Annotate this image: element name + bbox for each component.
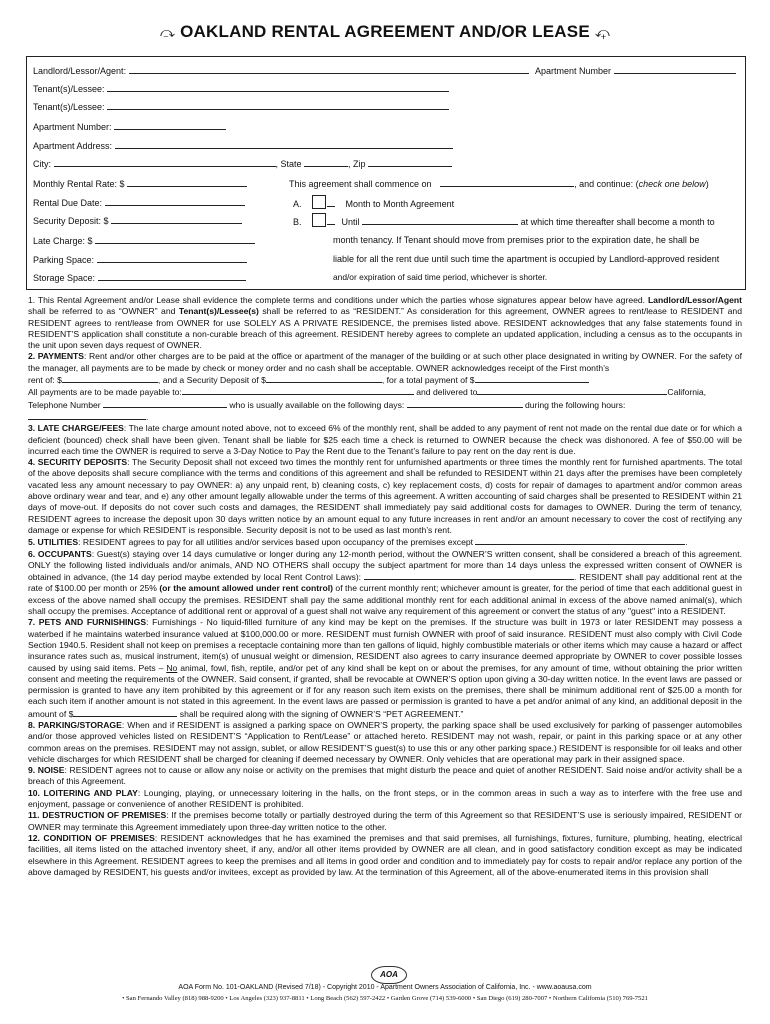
clause-6-text-c: of the current monthly rent; whichever amount is greater, for the period of time that each additional guest in excess of the above named shall occupy the premises. RESIDENT shall pay the same additional monthly rent for each additional animal in excess of the above named animal(s), which shall occupy the premises. Acceptance of additional rent or approval of a guest shall not waive any requirement of this agreement or convert the status of any "guest" into a RESIDENT. xyxy=(28,583,743,617)
clause-7-text-c: shall be required along with the signing of OWNER’S “PET AGREEMENT.” xyxy=(177,708,464,719)
continue-end: ) xyxy=(705,179,709,189)
clause-6-text-b: pay additional rent at the rate of $100.00 per month or 25% xyxy=(28,572,742,594)
tenant1-label: Tenant(s)/Lessee: xyxy=(33,84,105,94)
clause-5-text: : RESIDENT agrees to pay for all utilities and/or services based upon occupancy of the premises except xyxy=(78,537,474,548)
option-b-line xyxy=(327,216,335,225)
clause-3 xyxy=(28,423,742,457)
landlord-field[interactable] xyxy=(129,65,529,74)
option-b-checkbox[interactable] xyxy=(312,213,326,227)
apartment-number-right-field[interactable] xyxy=(614,65,736,74)
clause-1-bold: Landlord/Lessor/Agent xyxy=(647,295,742,305)
clause-10 xyxy=(28,788,742,811)
payable-field[interactable] xyxy=(182,386,414,395)
footer-line-2: • San Fernando Valley (818) 988-9200 • Los Angeles (323) 937-8811 • Long Beach (562) 597-2422 • Garden Grove (714) 539-6000 • San Diego (619) 280-7007 • Northern California (510) 769-7521 xyxy=(122,995,648,1002)
tenant1-field[interactable] xyxy=(107,83,449,92)
option-b-letter: B. xyxy=(293,217,302,227)
commence-row xyxy=(289,178,709,190)
tenant2-row xyxy=(33,101,449,113)
option-b-until: Until xyxy=(341,217,360,227)
clause-8 xyxy=(28,720,742,765)
right-ornament-icon: ⤽ xyxy=(594,24,610,40)
month-tenancy-text: month tenancy. If Tenant should move from premises prior to the expiration date, he shall be xyxy=(333,235,700,245)
clause-11-heading: 11. DESTRUCTION OF PREMISES xyxy=(28,810,167,821)
option-a-checkbox[interactable] xyxy=(312,195,326,209)
clause-12-heading: 12. CONDITION OF PREMISES xyxy=(28,832,155,843)
clause-1-text: 1. This Rental Agreement and/or Lease shall evidence the complete terms and conditions under which the parties whose signatures appear below have agreed. xyxy=(28,295,646,305)
check-one-label: check one below xyxy=(638,179,706,189)
landlord-row xyxy=(33,65,529,77)
state-field[interactable] xyxy=(304,158,348,167)
due-date-field[interactable] xyxy=(105,197,245,206)
clause-7-no: No xyxy=(166,662,178,673)
tenant2-label: Tenant(s)/Lessee: xyxy=(33,102,105,112)
total-field[interactable] xyxy=(475,374,589,383)
left-ornament-icon: ⤼ xyxy=(160,24,176,40)
clause-3-text: : The late charge amount noted above, not to exceed 6% of the monthly rent, shall be added to any payment of rent not made on the rental due date or for which a deficient (bounced) check shall have been given. Tenant shall be liable for $25 each time a check is returned to OWNER because the check was dishonored. A fee of $50.00 will be incurred each time the OWNER is required to serve a 3-Day Notice to Pay the Rent due to the Tenant’s failure to pay rent on the day rent is due. xyxy=(28,423,742,456)
parking-space-field[interactable] xyxy=(97,254,247,263)
due-date-label: Rental Due Date: xyxy=(33,198,103,208)
apartment-address-label: Apartment Address: xyxy=(33,141,113,151)
late-charge-row xyxy=(33,235,255,247)
clause-4-text: : The Security Deposit shall not exceed two times the monthly rent for unfurnished apartments or three times the monthly rent for furnished apartments. The total of the above deposits shall secure compliance with the terms and conditions of this agreement and shall be refunded to RESIDENT within 21 days after the premises have been completely vacated less any amount necessary to pay OWNER: a) any unpaid rent, b) cleaning costs, c) key replacement costs, d) costs for repair of damages to apartment and/or common areas above ordinary wear and tear, and e) any other amount legally allowable under the terms of this agreement. A written accounting of said charges shall be presented to RESIDENT within 21 days of move-out. If deposits do not cover such costs and damages, the RESIDENT shall immediately pay said additional costs for damages to OWNER. During the term of tenancy, RESIDENT agrees to increase the deposit upon 30 days written notice by an amount equal to any future increases in rent and/or an amount necessary to cover the cost of rectifying any damage or expense for which RESIDENT is responsible. Security deposit is not to be used as last month’s rent. xyxy=(28,457,742,535)
clause-2-phone-line: Telephone Number who is usually available on the following days: during the following hours: . xyxy=(28,399,626,422)
clause-11-text: : If the premises become totally or partially destroyed during the term of this Agreement so that RESIDENT’S use is seriously impaired, RESIDENT or OWNER may terminate this Agreement immediately upon three-day written notice to the other. xyxy=(28,810,742,832)
clause-2-payable-line xyxy=(28,386,742,398)
delivered-field[interactable] xyxy=(477,386,667,395)
available-label: who is usually available on the following days: xyxy=(229,399,405,410)
security-deposit-label: Security Deposit: $ xyxy=(33,216,109,226)
clause-7 xyxy=(28,617,742,720)
clause-8-text: : When and if RESIDENT is assigned a parking space on OWNER’S property, the parking space shall be used exclusively for parking of passenger automobiles and/or those approved vehicles listed on RESIDENT’S “Application to Rent/Lease” or attached hereto. RESIDENT may not wash, repair, or paint in this parking space or at any other common areas on the premises. RESIDENT may not assign, sublet, or allow RESIDENT’S guest(s) to use this or any other parking space.) RESIDENT is responsible for oil leaks and other vehicle discharges for which RESIDENT shall be charged for cleaning if deemed necessary by OWNER. Only vehicles that are operational may park in their assigned space. xyxy=(28,719,742,764)
clause-2 xyxy=(28,351,742,374)
title-text: OAKLAND RENTAL AGREEMENT AND/OR LEASE xyxy=(180,22,590,41)
option-a-line xyxy=(327,198,335,207)
hours-field[interactable] xyxy=(28,411,146,420)
apartment-number-label: Apartment Number: xyxy=(33,122,112,132)
option-a-row xyxy=(293,195,454,210)
phone-label: Telephone Number xyxy=(28,399,101,410)
zip-label: , Zip xyxy=(348,159,366,169)
storage-space-row xyxy=(33,272,246,284)
security-deposit-row xyxy=(33,215,242,227)
tenant2-field[interactable] xyxy=(107,101,449,110)
clause-9 xyxy=(28,765,742,788)
clause-5-heading: 5. UTILITIES xyxy=(28,537,79,548)
clause-5: 5. UTILITIES: RESIDENT agrees to pay for all utilities and/or services based upon occupancy of the premises except . xyxy=(28,537,688,548)
clause-2-heading: 2. PAYMENTS xyxy=(28,351,85,362)
clause-6-heading: 6. OCCUPANTS xyxy=(28,548,92,559)
state-label: , State xyxy=(275,159,302,169)
clause-11 xyxy=(28,810,742,833)
header-form-box xyxy=(26,56,746,290)
clause-4 xyxy=(28,457,742,536)
apartment-number-right-label: Apartment Number xyxy=(535,66,612,76)
clause-10-heading: 10. LOITERING AND PLAY xyxy=(28,787,138,798)
clause-12-text: : RESIDENT acknowledges that he has examined the premises and that said premises, all furnishings, fixtures, furniture, plumbing, heating, electrical facilities, all items listed on the attached inventory sheet, if any, and/or all other items provided by OWNER are all clean, and in good satisfactory condition except as may be indicated elsewhere in this Agreement. RESIDENT agrees to keep the premises and all items in good order and condition and to immediately pay for costs to repair and/or replace any portion of the above damaged by RESIDENT, his guests and/or invitees, except as provided by law. At the termination of this Agreement, all of the above-enumerated items in this provision shall xyxy=(28,832,742,877)
agreement-body xyxy=(28,295,742,878)
clause-2-payment-line xyxy=(28,374,742,386)
clause-1-bold2: Tenant(s)/Lessee(s) xyxy=(178,306,259,317)
city-row xyxy=(33,158,452,170)
pet-deposit-field[interactable] xyxy=(73,708,177,717)
late-charge-label: Late Charge: $ xyxy=(33,236,93,246)
clause-7-heading: 7. PETS AND FURNISHINGS xyxy=(28,617,147,628)
occupants-field[interactable] xyxy=(364,571,574,580)
storage-space-field[interactable] xyxy=(98,272,246,281)
apartment-number-row xyxy=(33,121,226,133)
rent-of-label: rent of: $ xyxy=(28,375,62,386)
clause-1-text-b: shall be referred to as “OWNER” and xyxy=(28,306,179,317)
commence-field[interactable] xyxy=(440,178,574,187)
liable-text: liable for all the rent due until such time the apartment is occupied by Landlord-approved resident xyxy=(333,254,720,264)
document-title xyxy=(0,22,770,42)
deposit-field[interactable] xyxy=(266,374,382,383)
total-label: , for a total payment of $ xyxy=(381,375,475,386)
option-b-rest: at which time thereafter shall become a month to xyxy=(520,217,715,227)
clause-3-heading: 3. LATE CHARGE/FEES xyxy=(28,423,124,434)
clause-4-heading: 4. SECURITY DEPOSITS xyxy=(28,457,128,468)
delivered-label: and delivered to xyxy=(416,387,478,398)
utilities-except-field[interactable] xyxy=(475,536,685,545)
parking-space-label: Parking Space: xyxy=(33,255,95,265)
hours-label: during the following hours: xyxy=(525,399,626,410)
clause-6-resident: . RESIDENT shall xyxy=(573,572,644,583)
clause-1 xyxy=(28,295,742,351)
storage-space-label: Storage Space: xyxy=(33,273,96,283)
commence-label: This agreement shall commence on xyxy=(289,179,432,189)
footer-line-1: AOA Form No. 101-OAKLAND (Revised 7/18) - Copyright 2010 - Apartment Owners Association of California, Inc. - www.aoausa.com xyxy=(178,984,592,991)
apartment-address-field[interactable] xyxy=(115,140,453,149)
clause-6-bold: (or the amount allowed under rent control) xyxy=(159,583,333,594)
monthly-rent-field[interactable] xyxy=(127,178,247,187)
continue-label: , and continue: ( xyxy=(574,179,639,189)
california-label: California, xyxy=(667,387,707,398)
option-b-row xyxy=(293,213,715,228)
clause-9-text: : RESIDENT agrees not to cause or allow any noise or activity on the premises that might disturb the peace and quiet of another RESIDENT. Said noise and/or activity shall be a breach of this Agreement. xyxy=(28,765,743,787)
clause-6-text: : Guest(s) staying over 14 days cumulative or longer during any 12-month period, without the OWNER’S written consent, shall be considered a breach of this agreement. ONLY the following listed individuals and/or animals, AND NO OTHERS shall occupy the subject apartment for more than 14 days unless the expressed written consent of OWNER is obtained in advance, (the 14 day period maybe extended by local Rent Control Laws): xyxy=(28,548,742,583)
deposit-label: , and a Security Deposit of $ xyxy=(157,375,266,386)
clause-8-heading: 8. PARKING/STORAGE xyxy=(28,719,122,730)
option-a-text: Month to Month Agreement xyxy=(345,199,455,209)
monthly-rent-row xyxy=(33,178,247,190)
clause-6 xyxy=(28,549,742,618)
option-a-letter: A. xyxy=(293,199,302,209)
aoa-logo: AOA xyxy=(371,966,407,984)
payable-label: All payments are to be made payable to: xyxy=(28,387,182,398)
security-deposit-field[interactable] xyxy=(111,215,242,224)
clause-7-text-b: animal, fowl, fish, reptile, and/or pet of any kind shall be kept on or about the premises, for any amount of time, without obtaining the prior written consent and meeting the requirements of the OWNER. Said consent, if granted, shall be revocable at OWNER’S option upon giving a 30-day written notice. In the event laws are passed or permission is granted to have any item prohibited by this agreement or if for any reason such item exists on the premises, there shall be minimum additional rent of $25.00 a month for each such item if another amount is not stated in this agreement. In the event laws are passed or permission is granted to have a pet and/or animal of any kind, an additional deposit in the amount of $ xyxy=(28,662,742,719)
apartment-number-right-row xyxy=(535,65,736,77)
phone-field[interactable] xyxy=(103,399,227,408)
option-b-date-field[interactable] xyxy=(362,216,518,225)
monthly-rent-label: Monthly Rental Rate: $ xyxy=(33,179,125,189)
tenant1-row xyxy=(33,83,449,95)
late-charge-field[interactable] xyxy=(95,235,255,244)
parking-space-row xyxy=(33,254,247,266)
city-label: City: xyxy=(33,159,51,169)
available-days-field[interactable] xyxy=(407,399,523,408)
clause-12 xyxy=(28,833,742,878)
apartment-number-field[interactable] xyxy=(114,121,226,130)
rent-of-field[interactable] xyxy=(62,374,158,383)
clause-10-text: : Lounging, playing, or unnecessary loitering in the halls, on the front steps, or in the common areas in such a way as to interfere with the free use and enjoyment, passage or convenience of another RESIDENT is prohibited. xyxy=(28,787,743,810)
apartment-address-row xyxy=(33,140,453,152)
landlord-label: Landlord/Lessor/Agent: xyxy=(33,66,127,76)
clause-1-text-c: shall be referred to as “RESIDENT.” As consideration for this agreement, OWNER agrees to rent/lease to RESIDENT and RESIDENT agrees to rent/lease from OWNER for use SOLELY AS A PRIVATE RESIDENCE, the premises listed above. RESIDENT acknowledges that any false statements found in RESIDENT’S application shall constitute a non-curable breach of this agreement. RESIDENT hereby agrees to complete an updated application, including a census as to the occupants in the unit upon seven days request of OWNER. xyxy=(28,306,742,351)
zip-field[interactable] xyxy=(368,158,452,167)
clause-9-heading: 9. NOISE xyxy=(28,765,65,776)
city-field[interactable] xyxy=(54,158,276,167)
due-date-row xyxy=(33,197,245,209)
clause-2-text: : Rent and/or other charges are to be paid at the office or apartment of the manager of the building or at such other place designated in writing by OWNER. For the safety of the manager, all payments are to be made by check or money order and no cash shall be acceptable. OWNER acknowledges receipt of the First month’s xyxy=(28,351,742,373)
expiration-text: and/or expiration of said time period, whichever is shorter. xyxy=(333,272,548,282)
clause-7-text: : Furnishings - No liquid-filled furniture of any kind may be kept on the premises. If the structure was built in 1973 or later RESIDENT may possess a waterbed if he maintains waterbed insurance valued at $100,000.00 or more. RESIDENT must furnish OWNER with proof of said insurance. RESIDENT must also comply with Civil Code Section 1940.5. Resident shall not keep on premises a receptacle containing more than ten gallons of liquid, highly combustible materials or other items which may cause a hazard or affect insurance rates such as, musical instrument, item(s) of unusual weight or dimension, RESIDENT also agrees to carry insurance deemed appropriate by OWNER to cover possible losses caused by using said items. Pets – xyxy=(28,617,743,673)
